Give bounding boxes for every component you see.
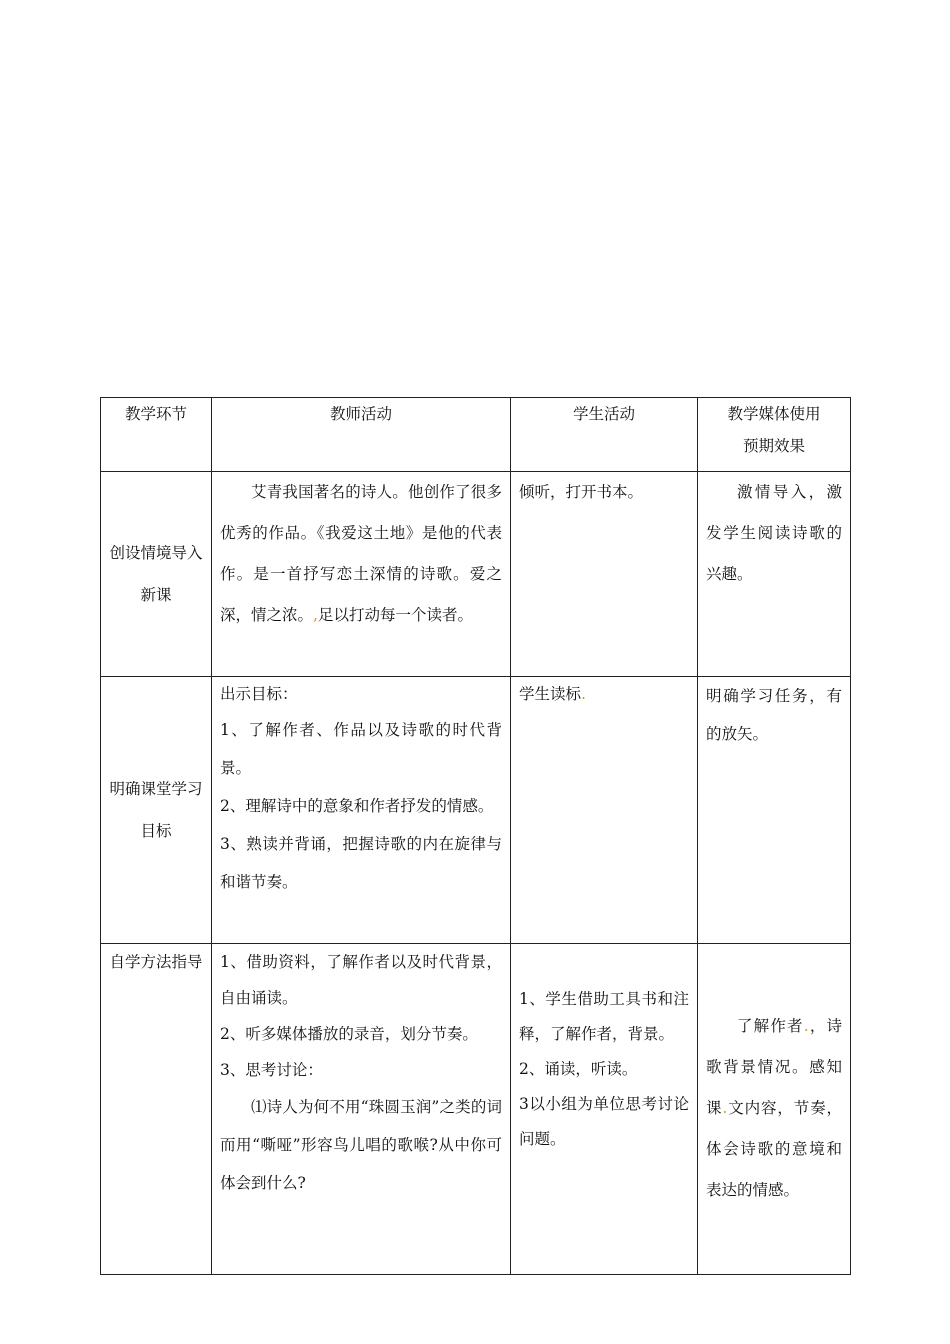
lesson-plan-table — [100, 397, 851, 1275]
effect-cell — [698, 472, 851, 677]
header-teacher: 教师活动 — [212, 398, 511, 472]
goal-item: 2、理解诗中的意象和作者抒发的情感。 — [220, 797, 494, 815]
method-item: 2、听多媒体播放的录音，划分节奏。 — [220, 1025, 478, 1043]
method-item: 3、思考讨论： — [220, 1061, 323, 1079]
student-text: 倾听，打开书本。 — [519, 483, 644, 501]
stage-cell — [101, 944, 212, 1275]
stage-label: 明确课堂学习目标 — [109, 780, 203, 840]
header-media-line1: 教学媒体使用 — [727, 405, 821, 423]
goals-title: 出示目标： — [220, 685, 298, 703]
teacher-cell — [212, 677, 511, 944]
student-text: 学生读标. — [519, 685, 586, 703]
table-row — [101, 472, 851, 677]
stage-label: 自学方法指导 — [109, 953, 203, 971]
header-row — [101, 398, 851, 472]
header-media — [698, 398, 851, 472]
effect-cell — [698, 944, 851, 1275]
table-row — [101, 944, 851, 1275]
goal-item: 3、熟读并背诵，把握诗歌的内在旋律与和谐节奏。 — [220, 835, 502, 891]
header-student: 学生活动 — [511, 398, 698, 472]
teacher-text-a: 艾青我国著名的诗人。他创作了很多优秀的作品。《我爱这土地》是他的代表作。是一首抒写恋土深情的诗歌。爱之深，情之浓。 — [220, 483, 502, 624]
student-cell — [511, 472, 698, 677]
student-cell — [511, 944, 698, 1275]
table-row — [101, 677, 851, 944]
effect-cell — [698, 677, 851, 944]
goal-item: 1、了解作者、作品以及诗歌的时代背景。 — [220, 721, 502, 777]
effect-text: 明确学习任务，有的放矢。 — [706, 687, 842, 743]
student-item: 3以小组为单位思考讨论问题。 — [519, 1095, 689, 1148]
stage-label: 创设情境导入新课 — [109, 544, 203, 604]
stage-cell — [101, 472, 212, 677]
method-item: 1、借助资料，了解作者以及时代背景，自由诵读。 — [220, 953, 502, 1007]
header-stage: 教学环节 — [101, 398, 212, 472]
discussion-question: ⑴诗人为何不用“珠圆玉润”之类的词而用“嘶哑”形容鸟儿唱的歌喉?从中你可体会到什么? — [220, 1098, 502, 1192]
effect-text: 激情导入，激发学生阅读诗歌的兴趣。 — [706, 483, 842, 583]
teacher-text-b: 足以打动每一个读者。 — [317, 606, 473, 624]
student-cell — [511, 677, 698, 944]
student-item: 2、诵读，听读。 — [519, 1060, 638, 1078]
effect-text: 了解作者.，诗歌背景情况。感知课.文内容，节奏，体会诗歌的意境和表达的情感。 — [706, 1017, 842, 1199]
teacher-cell — [212, 944, 511, 1275]
teacher-cell — [212, 472, 511, 677]
student-item: 1、学生借助工具书和注释，了解作者，背景。 — [519, 990, 689, 1043]
header-media-line2: 预期效果 — [742, 437, 805, 455]
teacher-text: 艾青我国著名的诗人。他创作了很多优秀的作品。《我爱这土地》是他的代表作。是一首抒写恋土深情的诗歌。爱之深，情之浓。,足以打动每一个读者。 — [220, 483, 502, 624]
stage-cell — [101, 677, 212, 944]
